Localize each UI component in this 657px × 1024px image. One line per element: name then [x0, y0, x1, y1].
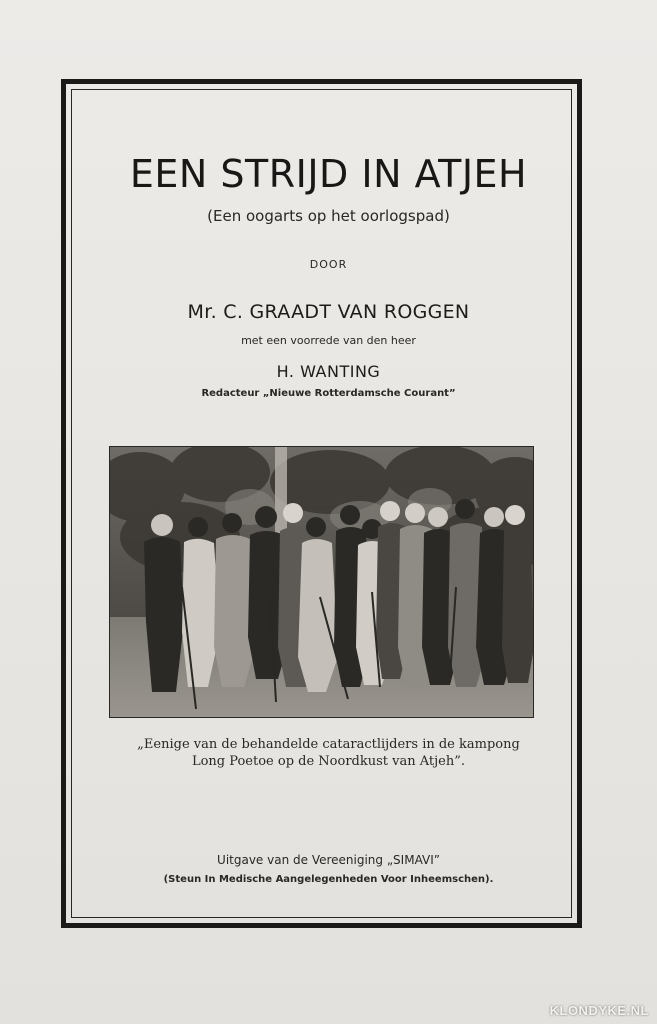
publisher-line: Uitgave van de Vereeniging „SIMAVI”: [217, 853, 440, 867]
photo-caption-line-2: Long Poetoe op de Noordkust van Atjeh”.: [191, 754, 466, 769]
book-subtitle: (Een oogarts op het oorlogspad): [207, 207, 450, 225]
by-label: DOOR: [309, 258, 348, 271]
book-title: EEN STRIJD IN ATJEH: [129, 152, 528, 196]
preface-line: met een voorrede van den heer: [241, 334, 416, 347]
preface-author: H. WANTING: [276, 362, 381, 381]
author-name: Mr. C. GRAADT VAN ROGGEN: [187, 301, 470, 323]
publisher-note: (Steun In Medische Aangelegenheden Voor Inheemschen).: [163, 874, 494, 885]
photo-caption-line-1: „Eenige van de behandelde cataractlijders in de kampong: [137, 737, 520, 752]
site-watermark: KLONDYKE.NL: [549, 1003, 649, 1018]
group-photograph: [109, 446, 534, 718]
preface-author-role: Redacteur „Nieuwe Rotterdamsche Courant”: [201, 388, 456, 399]
